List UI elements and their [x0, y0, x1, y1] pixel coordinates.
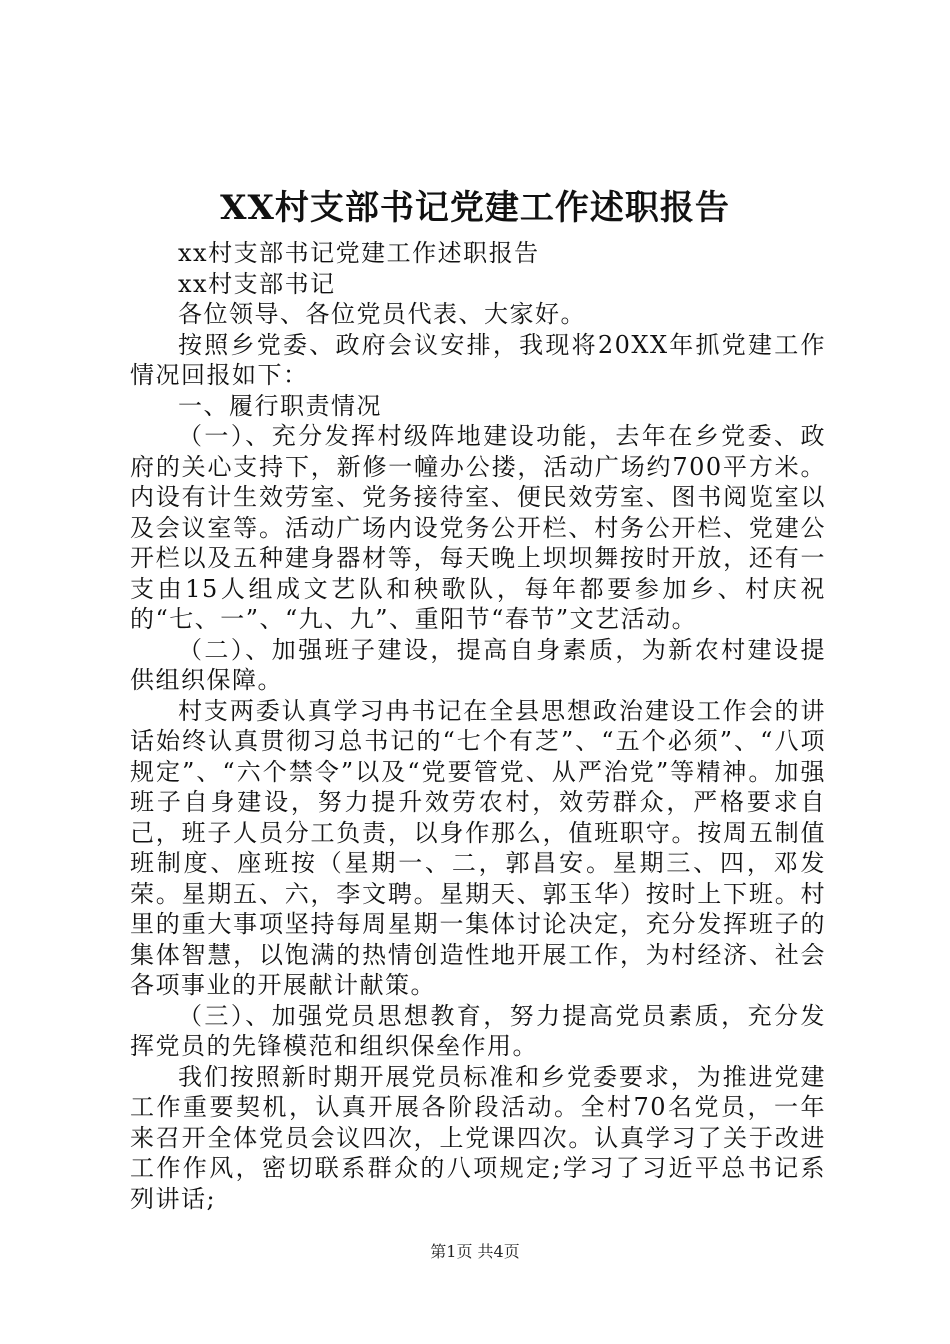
paragraph: （二）、加强班子建设，提高自身素质，为新农村建设提供组织保障。 [130, 635, 826, 694]
paragraph: 按照乡党委、政府会议安排，我现将20XX年抓党建工作情况回报如下： [130, 330, 826, 389]
paragraph: 各位领导、各位党员代表、大家好。 [178, 300, 586, 328]
paragraph: xx村支部书记 [178, 269, 336, 298]
paragraph: xx村支部书记党建工作述职报告 [178, 239, 540, 267]
section-heading: 一、履行职责情况 [178, 391, 382, 420]
document-title: XX村支部书记党建工作述职报告 [220, 188, 730, 228]
paragraph: 我们按照新时期开展党员标准和乡党委要求，为推进党建工作重要契机，认真开展各阶段活动。全村70名党员，一年来召开全体党员会议四次，上党课四次。认真学习了关于改进工作作风，密切联系群众的八项规定;学习了习近平总书记系列讲话; [130, 1062, 826, 1213]
paragraph: 村支两委认真学习冉书记在全县思想政治建设工作会的讲话始终认真贯彻习总书记的“七个有芝”、“五个必须”、“八项规定”、“六个禁令”以及“党要管党、从严治党”等精神。加强班子自身建设，努力提升效劳农村，效劳群众，严格要求自己，班子人员分工负责，以身作那么，值班职守。按周五制值班制度、座班按（星期一、二，郭昌安。星期三、四，邓发荣。星期五、六，李文聘。星期天、郭玉华）按时上下班。村里的重大事项坚持每周星期一集体讨论决定，充分发挥班子的集体智慧，以饱满的热情创造性地开展工作，为村经济、社会各项事业的开展献计献策。 [130, 696, 826, 999]
document-body [130, 238, 826, 1214]
paragraph: （三）、加强党员思想教育，努力提高党员素质，充分发挥党员的先锋模范和组织保垒作用。 [130, 1001, 826, 1060]
page-footer: 第1页 共4页 [430, 1242, 520, 1261]
paragraph: （一）、充分发挥村级阵地建设功能，去年在乡党委、政府的关心支持下，新修一幢办公搂，活动广场约700平方米。内设有计生效劳室、党务接待室、便民效劳室、图书阅览室以及会议室等。活动广场内设党务公开栏、村务公开栏、党建公开栏以及五种建身器材等，每天晚上坝坝舞按时开放，还有一支由15人组成文艺队和秧歌队，每年都要参加乡、村庆祝的“七、一”、“九、九”、重阳节“春节”文艺活动。 [130, 422, 826, 633]
